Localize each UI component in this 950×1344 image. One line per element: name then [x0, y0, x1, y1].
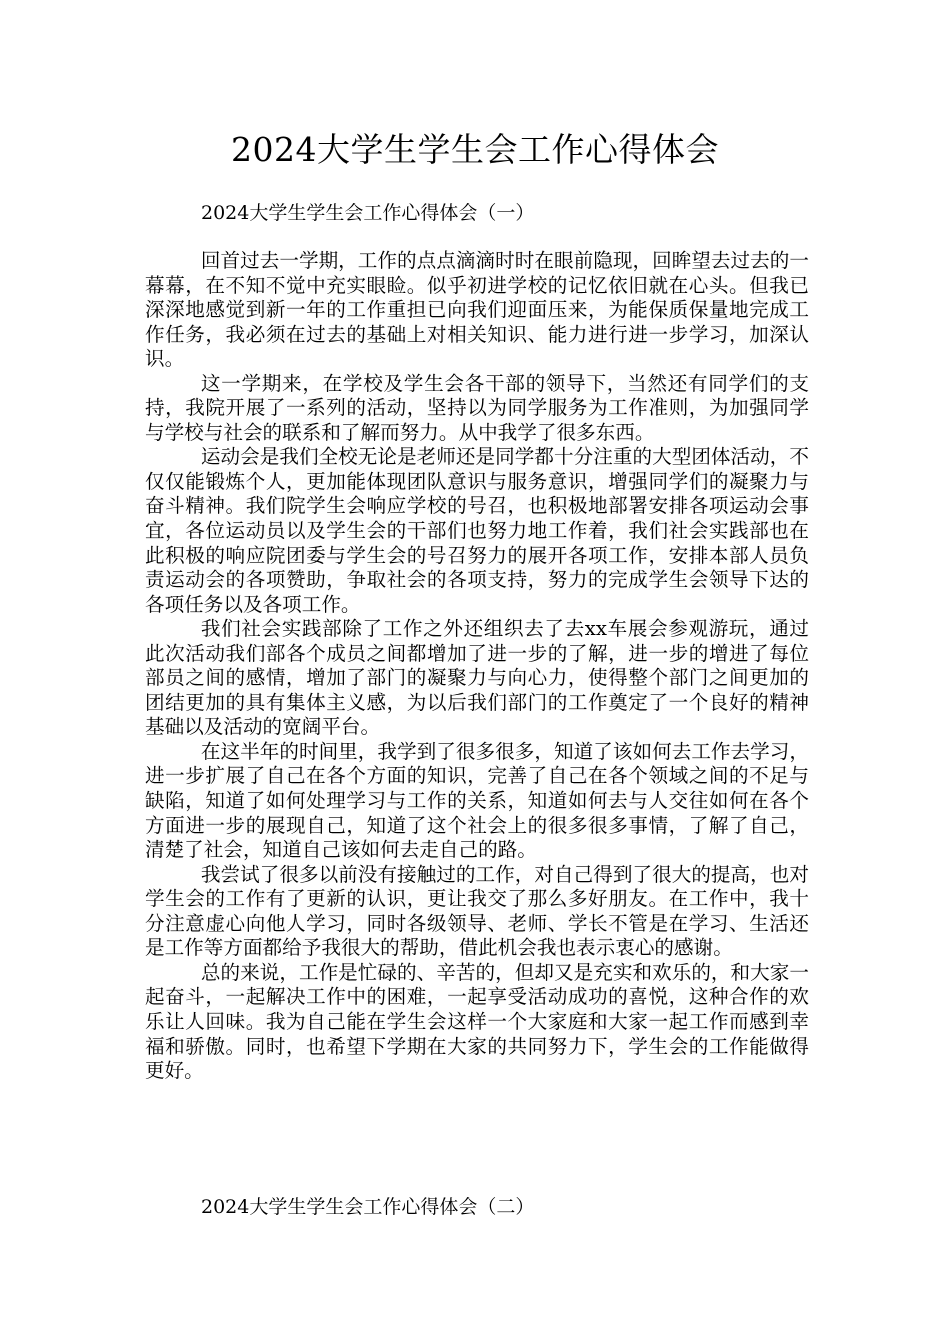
document-title: 2024大学生学生会工作心得体会: [231, 130, 719, 169]
paragraph-4: 我们社会实践部除了工作之外还组织去了去xx车展会参观游玩，通过此次活动我们部各个成员之间都增加了进一步的了解，进一步的增进了每位部员之间的感情，增加了部门的凝聚力与向心力，使得整个部门之间更加的团结更加的具有集体主义感，为以后我们部门的工作奠定了一个良好的精神基础以及活动的宽阔平台。: [145, 617, 809, 739]
paragraph-5: 在这半年的时间里，我学到了很多很多，知道了该如何去工作去学习，进一步扩展了自己在各个方面的知识，完善了自己在各个领域之间的不足与缺陷，知道了如何处理学习与工作的关系，知道如何去与人交往如何在各个方面进一步的展现自己，知道了这个社会上的很多很多事情，了解了自己，清楚了社会，知道自己该如何去走自己的路。: [145, 739, 809, 862]
paragraph-2: 这一学期来，在学校及学生会各干部的领导下，当然还有同学们的支持，我院开展了一系列的活动，坚持以为同学服务为工作准则，为加强同学与学校与社会的联系和了解而努力。从中我学了很多东西。: [145, 371, 809, 444]
section-heading-1: 2024大学生学生会工作心得体会（一）: [201, 202, 535, 224]
paragraph-1: 回首过去一学期，工作的点点滴滴时时在眼前隐现，回眸望去过去的一幕幕，在不知不觉中充实眼睑。似乎初进学校的记忆依旧就在心头。但我已深深地感觉到新一年的工作重担已向我们迎面压来，为能保质保量地完成工作任务，我必须在过去的基础上对相关知识、能力进行进一步学习，加深认识。: [145, 249, 809, 371]
document-body: [145, 249, 809, 1084]
section-heading-2: 2024大学生学生会工作心得体会（二）: [201, 1196, 535, 1218]
paragraph-7: 总的来说，工作是忙碌的、辛苦的，但却又是充实和欢乐的，和大家一起奋斗，一起解决工作中的困难，一起享受活动成功的喜悦，这种合作的欢乐让人回味。我为自己能在学生会这样一个大家庭和大家一起工作而感到幸福和骄傲。同时，也希望下学期在大家的共同努力下，学生会的工作能做得更好。: [145, 960, 809, 1083]
paragraph-6: 我尝试了很多以前没有接触过的工作，对自己得到了很大的提高，也对学生会的工作有了更新的认识，更让我交了那么多好朋友。在工作中，我十分注意虚心向他人学习，同时各级领导、老师、学长不管是在学习、生活还是工作等方面都给予我很大的帮助，借此机会我也表示衷心的感谢。: [145, 862, 809, 960]
paragraph-3: 运动会是我们全校无论是老师还是同学都十分注重的大型团体活动，不仅仅能锻炼个人，更加能体现团队意识与服务意识，增强同学们的凝聚力与奋斗精神。我们院学生会响应学校的号召，也积极地部署安排各项运动会事宜，各位运动员以及学生会的干部们也努力地工作着，我们社会实践部也在此积极的响应院团委与学生会的号召努力的展开各项工作，安排本部人员负责运动会的各项赞助，争取社会的各项支持，努力的完成学生会领导下达的各项任务以及各项工作。: [145, 445, 809, 616]
